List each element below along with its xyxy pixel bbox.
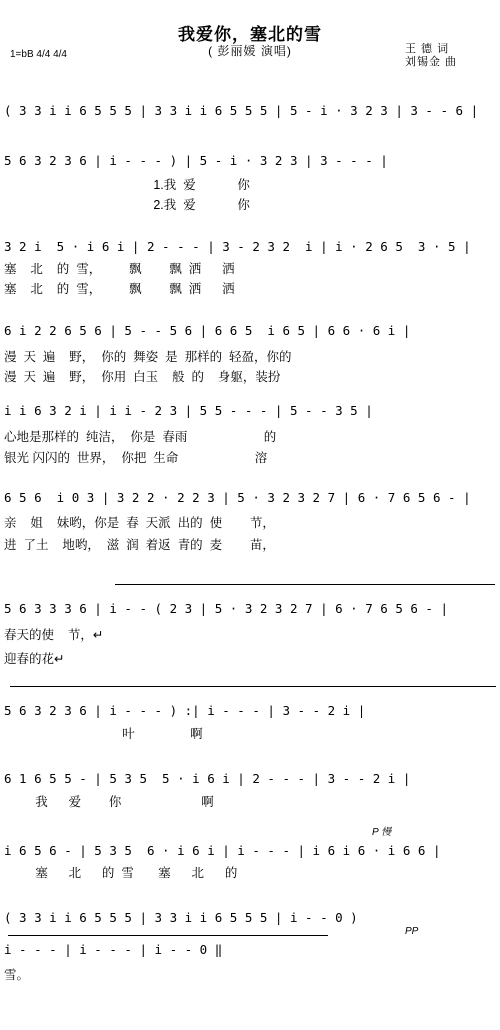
lyric-line: 进 了土 地哟， 滋 润 着返 青的 麦 苗， <box>4 538 275 552</box>
lyric-line: 塞 北 的 雪， 飘 飘 洒 洒 <box>4 262 235 276</box>
lyric-line: 塞 北 的 雪 塞 北 的 <box>4 866 238 880</box>
lyricist-credit: 王 德 词 <box>405 43 450 55</box>
notation-row: ( 3 3 i i 6 5 5 5 | 3 3 i i 6 5 5 5 | i - - 0 ) <box>4 910 358 925</box>
system-brace-line <box>8 935 328 936</box>
repeat-bracket-line <box>10 686 240 687</box>
lyric-line: 塞 北 的 雪， 飘 飘 洒 洒 <box>4 282 235 296</box>
dynamic-marking-p: P 慢 <box>372 827 392 838</box>
lyric-line: 漫 天 遍 野， 你用 白玉 般 的 身躯，装扮 <box>4 370 281 384</box>
lyric-line: 春天的使 节，↵ <box>4 628 104 642</box>
repeat-bracket-line <box>115 584 495 585</box>
notation-row: 3 2 i 5 · i 6 i | 2 - - - | 3 - 2 3 2 i | i · 2 6 5 3 · 5 | <box>4 239 471 254</box>
notation-row: ( 3 3 i i 6 5 5 5 | 3 3 i i 6 5 5 5 | 5 - i · 3 2 3 | 3 - - 6 | <box>4 103 479 118</box>
lyric-line: 迎春的花↵ <box>4 652 65 666</box>
notation-row: 5 6 3 2 3 6 | i - - - ) | 5 - i · 3 2 3 | 3 - - - | <box>4 153 388 168</box>
key-signature: 1=bB 4/4 4/4 <box>10 49 67 60</box>
notation-row: 6 1 6 5 5 - | 5 3 5 5 · i 6 i | 2 - - - | 3 - - 2 i | <box>4 771 411 786</box>
lyric-line: 2.我 爱 你 <box>4 198 250 212</box>
performer-subtitle: ( 彭丽媛 演唱) <box>208 44 292 58</box>
lyric-line: 我 爱 你 啊 <box>4 795 214 809</box>
dynamic-marking-pp: PP <box>405 926 419 937</box>
song-title: 我爱你，塞北的雪 <box>178 25 322 44</box>
lyric-line: 1.我 爱 你 <box>4 178 250 192</box>
lyric-line: 叶 啊 <box>4 727 203 741</box>
lyric-line: 亲 姐 妹哟，你是 春 天派 出的 使 节， <box>4 516 275 530</box>
notation-row: 6 i 2 2 6 5 6 | 5 - - 5 6 | 6 6 5 i 6 5 | 6 6 · 6 i | <box>4 323 411 338</box>
notation-row: i - - - | i - - - | i - - 0 ‖ <box>4 942 223 957</box>
lyric-line: 雪。 <box>4 968 30 982</box>
volta-line <box>238 686 496 687</box>
lyric-line: 漫 天 遍 野， 你的 舞姿 是 那样的 轻盈，你的 <box>4 350 292 364</box>
lyric-line: 银光 闪闪的 世界， 你把 生命 溶 <box>4 451 268 465</box>
notation-row: 5 6 3 3 3 6 | i - - ( 2 3 | 5 · 3 2 3 2 7 | 6 · 7 6 5 6 - | <box>4 601 449 616</box>
notation-row: 6 5 6 i 0 3 | 3 2 2 · 2 2 3 | 5 · 3 2 3 2 7 | 6 · 7 6 5 6 - | <box>4 490 471 505</box>
notation-row: i 6 5 6 - | 5 3 5 6 · i 6 i | i - - - | i 6 i 6 · i 6 6 | <box>4 843 441 858</box>
notation-row: i i 6 3 2 i | i i - 2 3 | 5 5 - - - | 5 - - 3 5 | <box>4 403 373 418</box>
composer-credit: 刘锡金 曲 <box>405 56 458 68</box>
lyric-line: 心地是那样的 纯洁， 你是 春雨 的 <box>4 430 277 444</box>
notation-row: 5 6 3 2 3 6 | i - - - ) :| i - - - | 3 - - 2 i | <box>4 703 366 718</box>
